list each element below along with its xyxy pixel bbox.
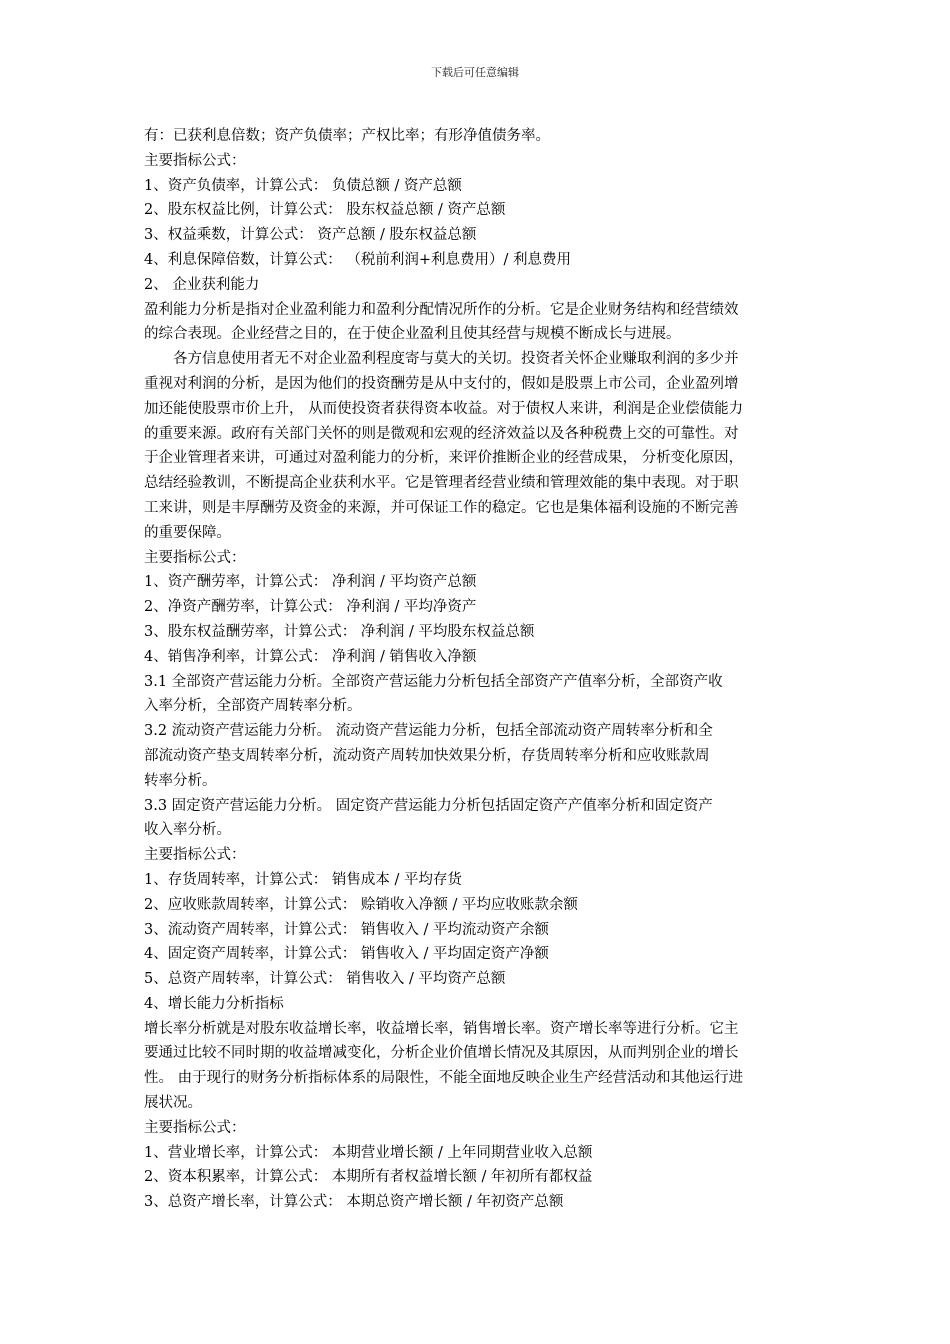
text-line: 的重要来源。政府有关部门关怀的则是微观和宏观的经济效益以及各种税费上交的可靠性。对 [144,425,739,442]
text-line: 加还能使股票市价上升， 从而使投资者获得资本收益。对于债权人来讲，利润是企业偿债能力 [144,400,744,417]
text-line: 2、资本积累率，计算公式： 本期所有者权益增长额 / 年初所有都权益 [144,1169,593,1186]
text-line: 4、利息保障倍数，计算公式： （税前利润+利息费用）/ 利息费用 [144,251,571,268]
text-line: 各方信息使用者无不对企业盈利程度寄与莫大的关切。投资者关怀企业赚取利润的多少并 [173,351,739,368]
text-line: 的综合表现。企业经营之目的，在于使企业盈利且使其经营与规模不断成长与进展。 [144,326,681,343]
text-line: 3.3 固定资产营运能力分析。 固定资产营运能力分析包括固定资产产值率分析和固定资产 [144,797,713,814]
text-line: 盈利能力分析是指对企业盈利能力和盈利分配情况所作的分析。它是企业财务结构和经营绩效 [144,301,739,318]
text-line: 4、固定资产周转率，计算公式： 销售收入 / 平均固定资产净额 [144,946,549,963]
document-body [144,124,812,1215]
text-line: 2、净资产酬劳率，计算公式： 净利润 / 平均净资产 [144,599,477,616]
text-line: 转率分析。 [144,772,217,789]
text-line: 3、总资产增长率，计算公式： 本期总资产增长额 / 年初资产总额 [144,1194,564,1211]
text-line: 3、流动资产周转率，计算公式： 销售收入 / 平均流动资产余额 [144,921,549,938]
text-line: 总结经验教训，不断提高企业获利水平。它是管理者经营业绩和管理效能的集中表现。对于职 [144,475,739,492]
text-line: 主要指标公式： [144,847,246,864]
text-line: 主要指标公式： [144,152,246,169]
text-line: 3.2 流动资产营运能力分析。 流动资产营运能力分析，包括全部流动资产周转率分析和全 [144,723,713,740]
text-line: 2、应收账款周转率，计算公式： 赊销收入净额 / 平均应收账款余额 [144,896,578,913]
text-line: 3、权益乘数，计算公式： 资产总额 / 股东权益总额 [144,227,477,244]
text-line: 增长率分析就是对股东收益增长率，收益增长率，销售增长率。资产增长率等进行分析。它主 [144,1020,739,1037]
text-line: 3.1 全部资产营运能力分析。全部资产营运能力分析包括全部资产产值率分析，全部资产收 [144,673,723,690]
text-line: 有：已获利息倍数；资产负债率；产权比率；有形净值债务率。 [144,128,550,144]
page-header: 下载后可任意编辑 [431,66,519,79]
text-line: 1、营业增长率，计算公式： 本期营业增长额 / 上年同期营业收入总额 [144,1144,593,1161]
text-line: 于企业管理者来讲，可通过对盈利能力的分析，来评价推断企业的经营成果， 分析变化原因， [144,450,744,467]
text-line: 1、资产负债率，计算公式： 负债总额 / 资产总额 [144,177,462,194]
text-line: 工来讲，则是丰厚酬劳及资金的来源，并可保证工作的稳定。它也是集体福利设施的不断完善 [144,499,739,516]
text-line: 性。 由于现行的财务分析指标体系的局限性，不能全面地反映企业生产经营活动和其他运行进 [144,1070,744,1087]
text-line: 4、增长能力分析指标 [144,995,284,1012]
text-line: 要通过比较不同时期的收益增减变化，分析企业价值增长情况及其原因，从而判别企业的增长 [144,1045,739,1062]
text-line: 部流动资产垫支周转率分析，流动资产周转加快效果分析，存货周转率分析和应收账款周 [144,747,710,764]
text-line: 入率分析，全部资产周转率分析。 [144,698,362,715]
text-line: 重视对利润的分析，是因为他们的投资酬劳是从中支付的，假如是股票上市公司，企业盈列增 [144,375,739,392]
text-line: 主要指标公式： [144,1119,246,1136]
text-line: 收入率分析。 [144,822,231,839]
text-line: 5、总资产周转率，计算公式： 销售收入 / 平均资产总额 [144,971,506,988]
text-line: 2、 企业获利能力 [144,276,260,293]
text-line: 1、资产酬劳率，计算公式： 净利润 / 平均资产总额 [144,574,477,591]
text-line: 1、存货周转率，计算公式： 销售成本 / 平均存货 [144,871,462,888]
text-line: 2、股东权益比例，计算公式： 股东权益总额 / 资产总额 [144,202,506,219]
text-line: 展状况。 [144,1095,202,1112]
text-line: 4、销售净利率，计算公式： 净利润 / 销售收入净额 [144,648,477,665]
text-line: 主要指标公式： [144,549,246,566]
text-line: 的重要保障。 [144,524,231,541]
text-line: 3、股东权益酬劳率，计算公式： 净利润 / 平均股东权益总额 [144,623,535,640]
